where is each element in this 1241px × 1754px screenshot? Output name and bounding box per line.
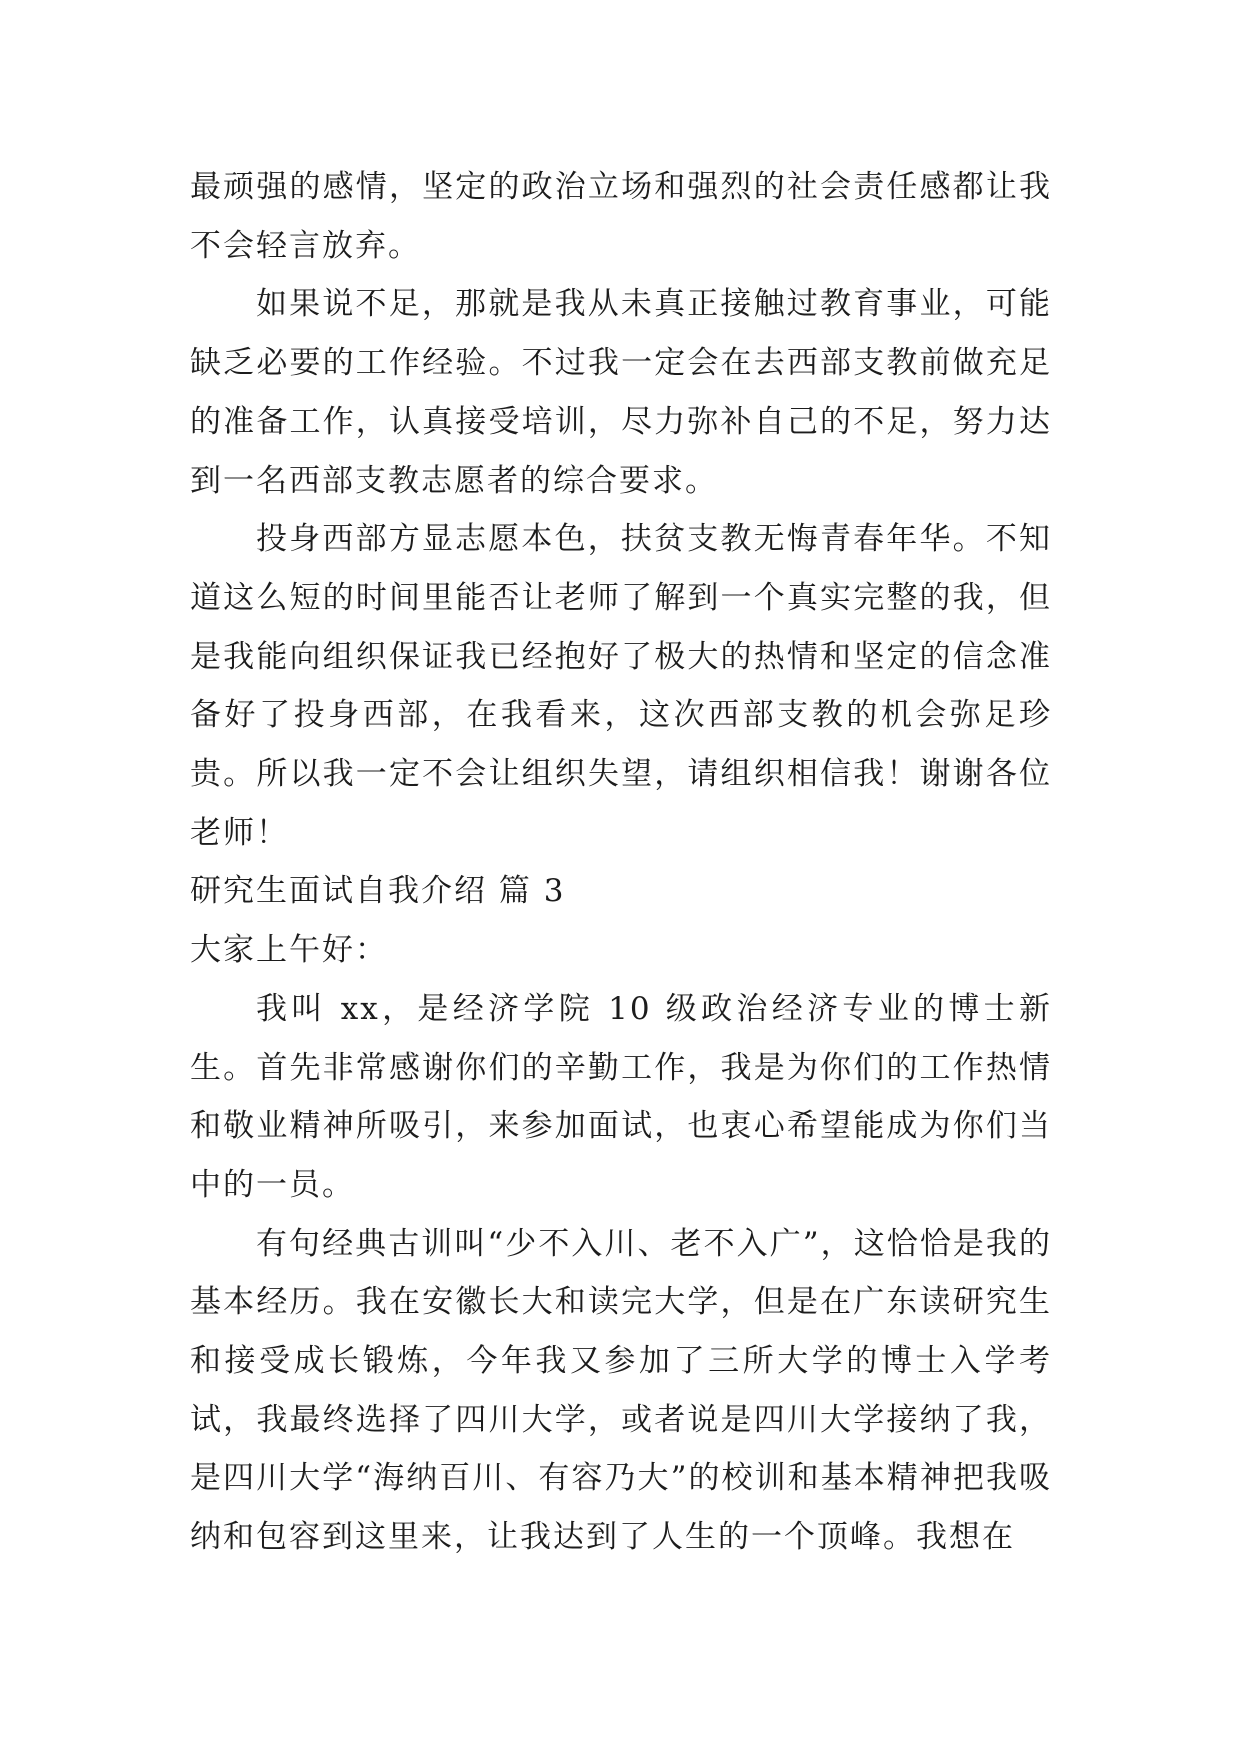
section-heading: 研究生面试自我介绍 篇 3 [190, 873, 566, 910]
paragraph-introduction: 我叫 xx，是经济学院 10 级政治经济专业的博士新生。首先非常感谢你们的辛勤工作，我是为你们的工作热情和敬业精神所吸引，来参加面试，也衷心希望能成为你们当中的一员。 [190, 990, 1052, 1203]
greeting: 大家上午好： [190, 932, 388, 969]
paragraph-continuation: 最顽强的感情，坚定的政治立场和强烈的社会责任感都让我不会轻言放弃。 [190, 169, 1052, 264]
document-body [190, 158, 1052, 1567]
paragraph-commitment: 投身西部方显志愿本色，扶贫支教无悔青春年华。不知道这么短的时间里能否让老师了解到一个真实完整的我，但是我能向组织保证我已经抱好了极大的热情和坚定的信念准备好了投身西部，在我看来，这次西部支教的机会弥足珍贵。所以我一定不会让组织失望，请组织相信我！谢谢各位老师！ [190, 521, 1052, 851]
paragraph-experience: 有句经典古训叫“少不入川、老不入广”，这恰恰是我的基本经历。我在安徽长大和读完大学，但是在广东读研究生和接受成长锻炼，今年我又参加了三所大学的博士入学考试，我最终选择了四川大学，或者说是四川大学接纳了我，是四川大学“海纳百川、有容乃大”的校训和基本精神把我吸纳和包容到这里来，让我达到了人生的一个顶峰。我想在 [190, 1225, 1052, 1556]
paragraph-shortcomings: 如果说不足，那就是我从未真正接触过教育事业，可能缺乏必要的工作经验。不过我一定会在去西部支教前做充足的准备工作，认真接受培训，尽力弥补自己的不足，努力达到一名西部支教志愿者的综合要求。 [190, 286, 1052, 499]
